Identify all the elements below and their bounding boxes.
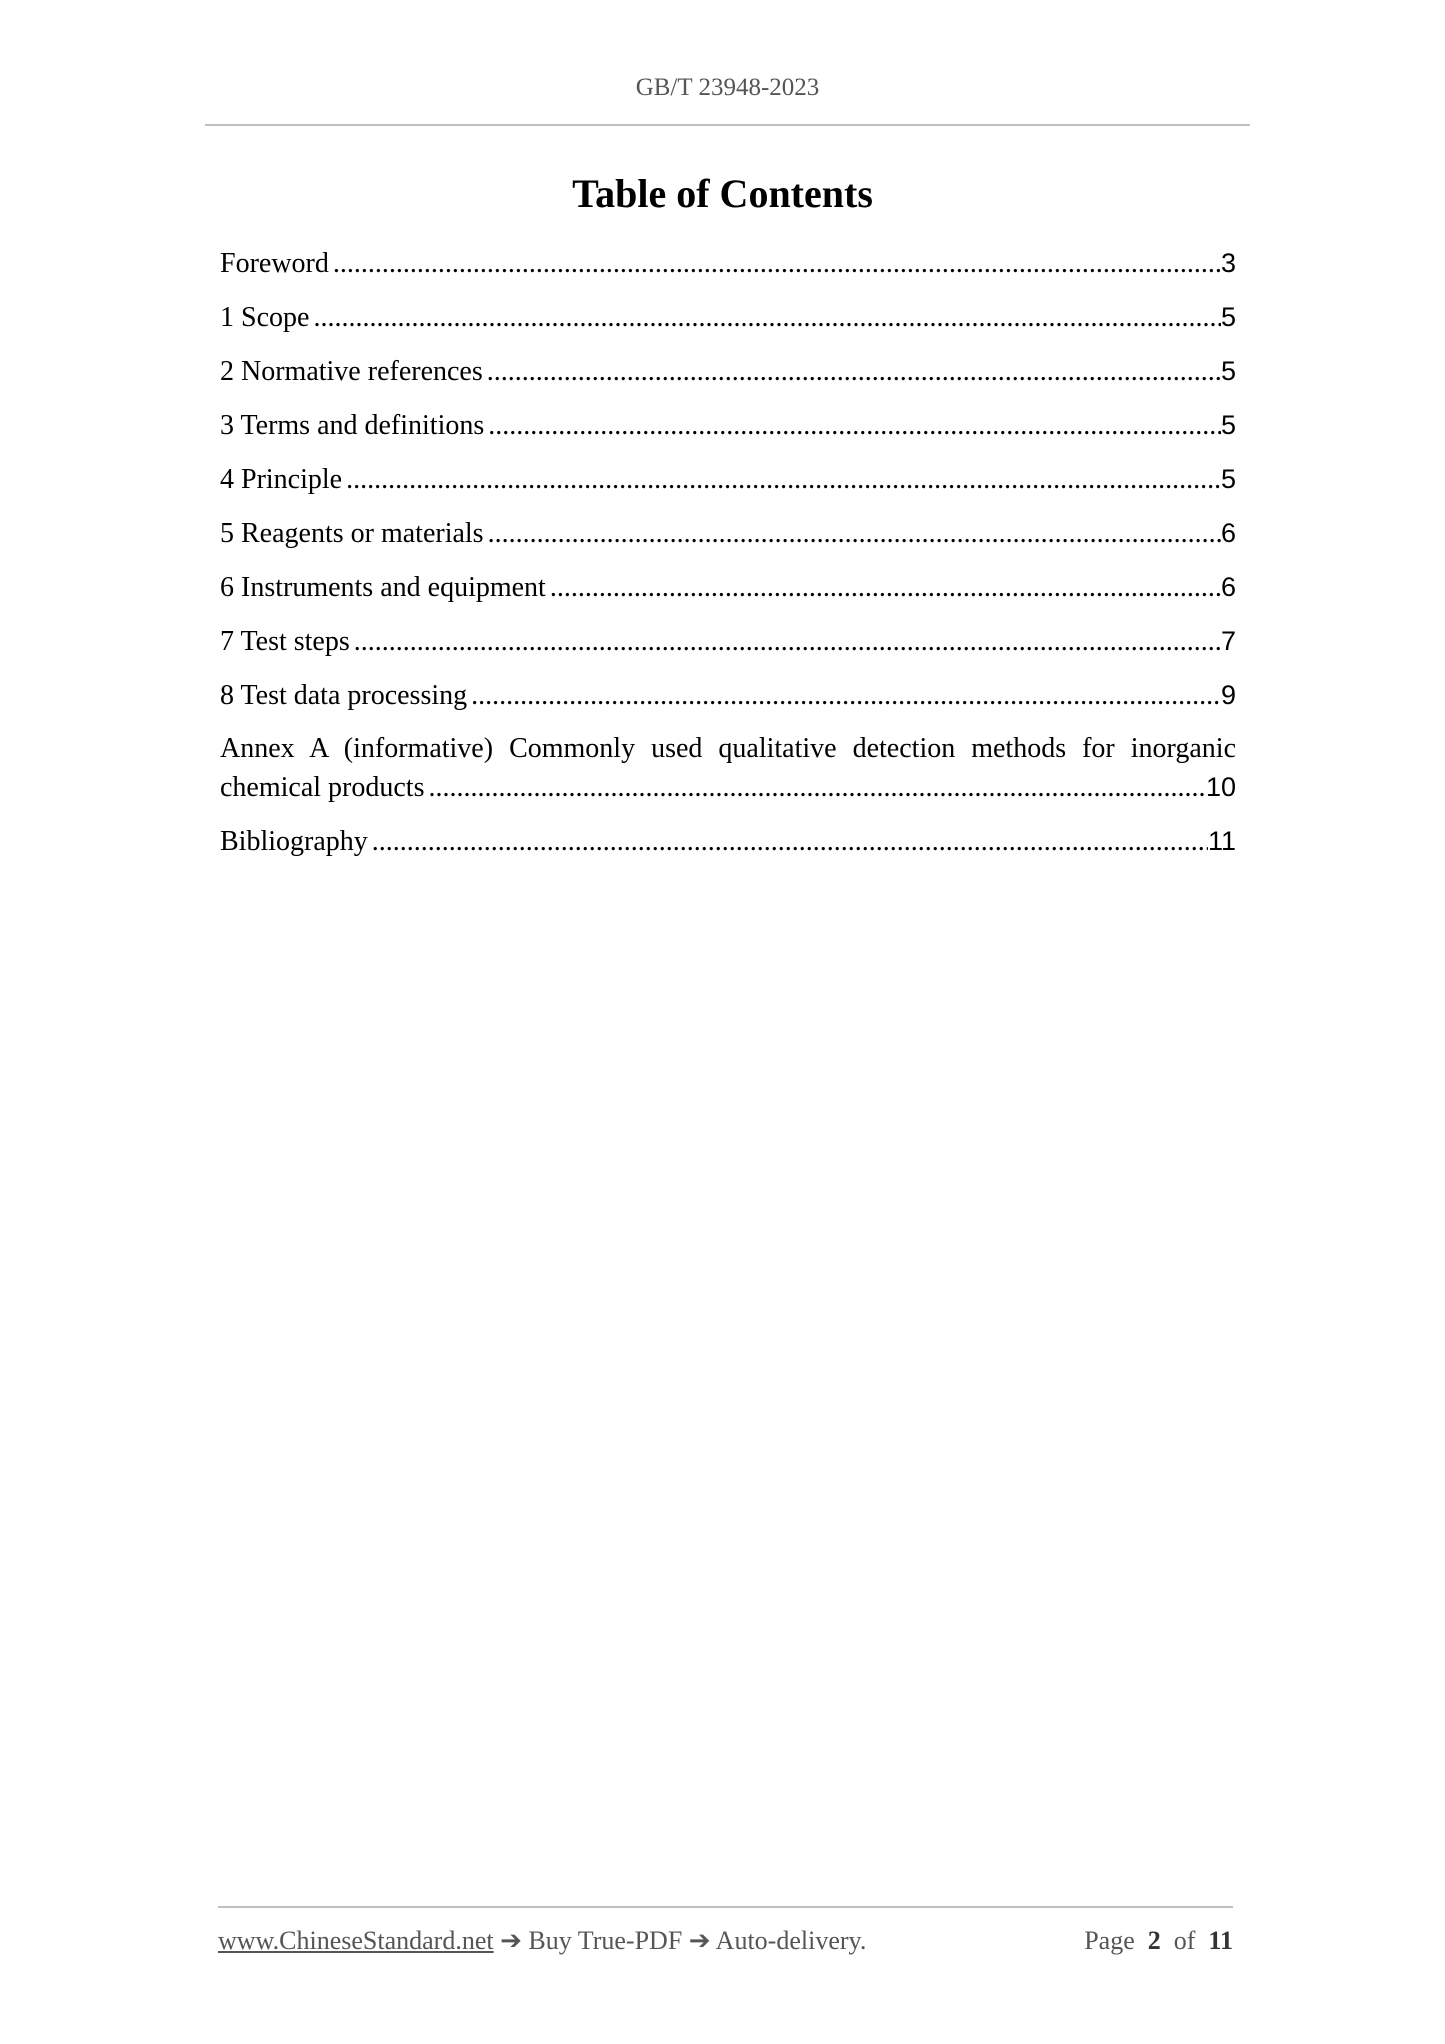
toc-leader-dots: [483, 353, 1221, 391]
buy-text: Buy True-PDF: [528, 1926, 683, 1955]
toc-entry-test-data-processing[interactable]: [220, 676, 1236, 715]
toc-leader-dots: [467, 677, 1221, 715]
toc-entry-label: 1 Scope: [220, 302, 310, 333]
page-header: [205, 70, 1250, 126]
toc-entry-page: 5: [1220, 302, 1236, 332]
toc-entry-page: 7: [1220, 626, 1236, 656]
toc-entry-reagents-or-materials[interactable]: [220, 514, 1236, 553]
toc-leader-dots: [484, 407, 1221, 445]
page-word: Page: [1084, 1926, 1135, 1955]
site-link[interactable]: www.ChineseStandard.net: [218, 1926, 494, 1955]
toc-entry-label: 4 Principle: [220, 464, 343, 495]
of-word: of: [1173, 1926, 1196, 1955]
page-footer: [218, 1906, 1233, 1956]
toc-leader-dots: [350, 623, 1221, 661]
toc-entry-page: 3: [1220, 248, 1236, 278]
toc-entry-page: 6: [1220, 518, 1236, 548]
arrow-right-icon: ➔: [688, 1926, 711, 1955]
toc-entry-page: 6: [1220, 572, 1236, 602]
toc-entry-page: 5: [1220, 410, 1236, 440]
toc-entry-foreword[interactable]: [220, 244, 1236, 283]
toc-leader-dots: [329, 245, 1221, 283]
toc-entry-label-line-2: chemical products: [220, 772, 425, 803]
toc-entry-page: 9: [1220, 680, 1236, 710]
toc-entry-page: 10: [1205, 772, 1236, 802]
toc-entry-page: 5: [1220, 356, 1236, 386]
document-code: GB/T 23948-2023: [635, 74, 820, 101]
toc-entry-normative-references[interactable]: [220, 352, 1236, 391]
toc-entry-terms-and-definitions[interactable]: [220, 406, 1236, 445]
toc-leader-dots: [309, 299, 1221, 337]
toc-entry-bibliography[interactable]: [220, 822, 1236, 861]
toc-entry-label: 6 Instruments and equipment: [220, 572, 546, 603]
toc-entry-label-line-1: Annex A (informative) Commonly used qualitative detection methods for inorganic: [220, 733, 1236, 764]
toc-entry-page: 11: [1207, 826, 1236, 856]
toc-entry-label: 2 Normative references: [220, 356, 483, 387]
toc-leader-dots: [424, 769, 1205, 807]
toc-entry-label: 3 Terms and definitions: [220, 410, 485, 441]
toc-leader-dots: [546, 569, 1221, 607]
toc-entry-test-steps[interactable]: [220, 622, 1236, 661]
toc-entry-scope[interactable]: [220, 298, 1236, 337]
table-of-contents: [220, 244, 1236, 876]
footer-promo: [218, 1926, 866, 1956]
page-number: [1084, 1926, 1233, 1956]
toc-leader-dots: [484, 515, 1221, 553]
toc-entry-label: 5 Reagents or materials: [220, 518, 484, 549]
delivery-text: Auto-delivery.: [715, 1926, 867, 1955]
toc-entry-page: 5: [1220, 464, 1236, 494]
toc-leader-dots: [342, 461, 1221, 499]
toc-entry-label: 8 Test data processing: [220, 680, 468, 711]
toc-entry-label: 7 Test steps: [220, 626, 350, 657]
total-pages: 11: [1208, 1926, 1233, 1955]
arrow-right-icon: ➔: [500, 1926, 522, 1955]
toc-entry-instruments-and-equipment[interactable]: [220, 568, 1236, 607]
toc-entry-annex-a[interactable]: [220, 730, 1236, 807]
toc-entry-principle[interactable]: [220, 460, 1236, 499]
toc-leader-dots: [368, 823, 1208, 861]
toc-entry-label: Foreword: [220, 248, 329, 279]
toc-entry-label: Bibliography: [220, 826, 368, 857]
toc-title: Table of Contents: [572, 171, 873, 216]
current-page: 2: [1147, 1926, 1161, 1955]
